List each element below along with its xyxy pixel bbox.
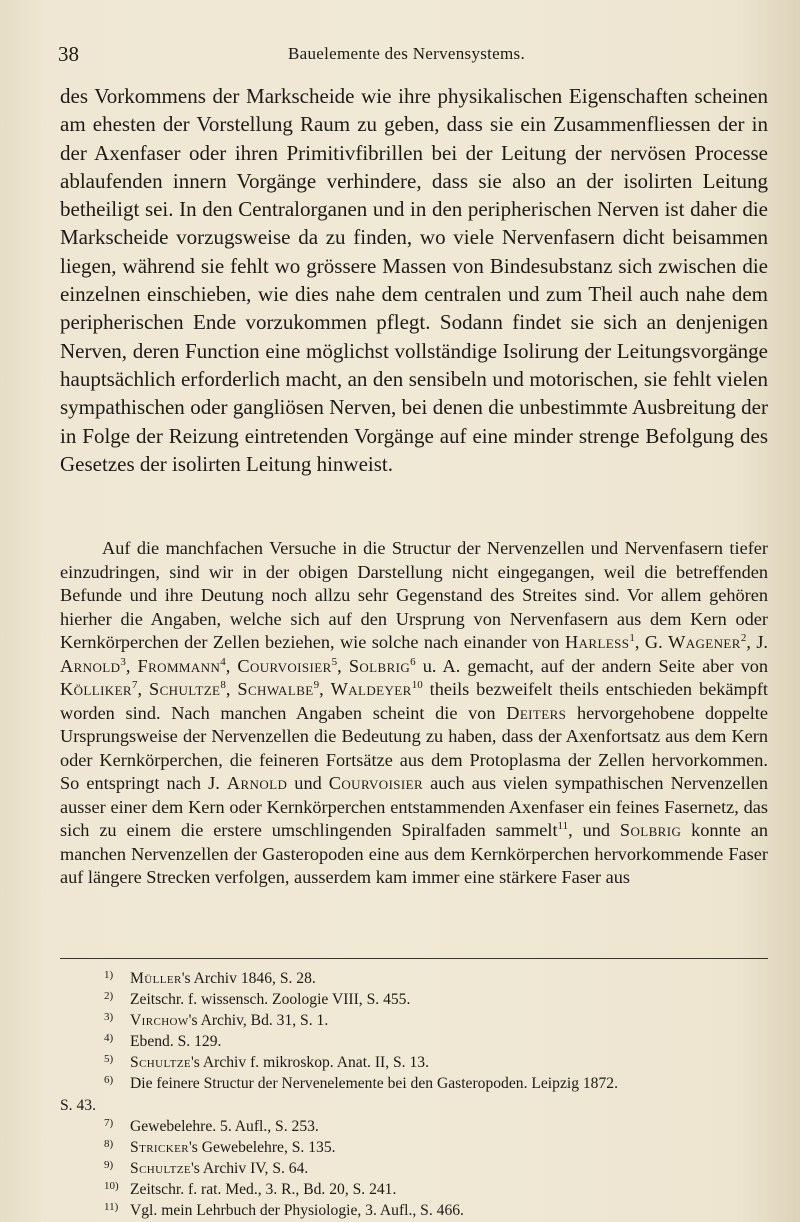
text-run: und bbox=[287, 773, 329, 793]
footnote-number: 4) bbox=[104, 1032, 114, 1045]
text-run: , bbox=[319, 679, 331, 699]
footnote bbox=[60, 1116, 768, 1137]
footnote-number: 5) bbox=[104, 1053, 114, 1066]
footnote-ref: 8 bbox=[220, 678, 226, 691]
text-run: , J. bbox=[746, 632, 769, 652]
author-name: Solbrig bbox=[619, 820, 682, 840]
footnote bbox=[60, 1137, 768, 1158]
footnote-ref: 7 bbox=[132, 678, 138, 691]
footnote-text: S. 43. bbox=[60, 1096, 96, 1114]
text-run: Auf die manchfachen Versuche in die Structur der Nervenzellen und Nervenfasern tiefer einzudringen, sind wir in der obigen Darstellung nicht eingegangen, weil die betreffenden Befunde und ihre Deutung noch allzu sehr Gegenstand des Streites sind. Vor allem gehören hierher die Angaben, welche sich auf den Ursprung von Nervenfasern aus dem Kern oder Kernkörperchen der Zellen beziehen, wie solche nach einander von bbox=[60, 538, 768, 652]
footnote-text: 's Archiv 1846, S. 28. bbox=[181, 970, 316, 987]
text-run: u. A. gemacht, auf der andern Seite aber von bbox=[415, 655, 769, 676]
text-run: , bbox=[225, 655, 238, 676]
author-name: Frommann bbox=[137, 655, 221, 676]
footnote-text: Zeitschr. f. wissensch. Zoologie VIII, S. 455. bbox=[130, 991, 411, 1009]
page-number: 38 bbox=[58, 42, 79, 66]
footnote-author: Schultze bbox=[130, 1159, 191, 1177]
text-run: , und bbox=[568, 820, 620, 840]
footnote-number: 1) bbox=[104, 969, 114, 981]
author-name: Solbrig bbox=[348, 655, 411, 676]
author-name: Arnold bbox=[60, 655, 121, 676]
text-run: hervorgehobene doppelte Ursprungsweise der Nervenzellen die Bedeutung zu haben, dass der Axenfortsatz aus dem Kern oder Kernkörperchen, die feineren Fortsätze aus dem Protoplasma der Zellen hervorkommen. So entspringt nach J. bbox=[60, 702, 768, 793]
paragraph-1: des Vorkommens der Markscheide wie ihre physikalischen Eigenschaften scheinen am ehesten der Vorstellung Raum zu geben, dass sie ein Zusammenfliessen der in der Axenfaser oder ihren Primitivfibrillen bei der Leitung der nervösen Processe ablaufenden innern Vorgänge verhindere, dass sie also an der isolirten Leitung betheiligt sei. In den Centralorganen und in den peripherischen Nerven ist daher die Markscheide vorzugsweise da zu finden, wo viele Nervenfasern dicht beisammen liegen, während sie fehlt wo grössere Massen von Bindesubstanz sich zwischen die einzelnen einschieben, wie dies nahe dem centralen und zum Theil auch nahe dem peripherischen Ende vorzukommen pflegt. Sodann findet sie sich an denjenigen Nerven, deren Function eine möglichst vollständige Isolirung der Leitungsvorgänge hauptsächlich erforderlich macht, an den sensibeln und motorischen, sie fehlt vielen sympathischen oder gangliösen Nerven, bei denen die unbestimmte Ausbreitung der in Folge der Reizung eintretenden Vorgänge auf eine minder strenge Befolgung des Gesetzes der isolirten Leitung hinweist. bbox=[60, 84, 768, 476]
footnote-author: Schultze bbox=[130, 1054, 191, 1072]
footnote-ref: 1 bbox=[629, 631, 635, 644]
footnote-number: 6) bbox=[104, 1074, 114, 1087]
text-run: , bbox=[137, 679, 150, 699]
author-name: Kölliker bbox=[60, 679, 133, 699]
footnote-text: Ebend. S. 129. bbox=[130, 1033, 222, 1051]
footnote-number: 10) bbox=[104, 1179, 119, 1192]
text-run: theils bezweifelt theils entschieden bekämpft worden sind. Nach manchen Angaben scheint die von bbox=[60, 679, 769, 723]
page-header bbox=[58, 42, 766, 72]
author-name: Deiters bbox=[506, 702, 567, 723]
footnote-ref: 6 bbox=[410, 655, 416, 668]
running-head: Bauelemente des Nervensystems. bbox=[288, 44, 526, 63]
footnote-ref: 4 bbox=[220, 655, 226, 668]
footnote-text: 's Archiv, Bd. 31, S. 1. bbox=[188, 1012, 329, 1030]
footnote-text: Gewebelehre. 5. Aufl., S. 253. bbox=[130, 1117, 319, 1135]
footnote bbox=[60, 1010, 768, 1031]
footnote-text: 's Archiv IV, S. 64. bbox=[190, 1159, 309, 1177]
text-run: , bbox=[225, 679, 238, 699]
footnote-text: 's Gewebelehre, S. 135. bbox=[188, 1138, 336, 1156]
footnote-ref: 2 bbox=[740, 631, 747, 644]
footnote-text: Vgl. mein Lehrbuch der Physiologie, 3. Aufl., S. 466. bbox=[130, 1202, 464, 1220]
footnote-continuation bbox=[60, 1095, 768, 1116]
footnote-number: 3) bbox=[104, 1011, 114, 1024]
author-name: Courvoisier bbox=[328, 773, 424, 793]
footnote-number: 7) bbox=[104, 1116, 114, 1129]
footnote-divider bbox=[60, 958, 768, 959]
author-name: Wagener bbox=[668, 632, 741, 652]
footnote-number: 9) bbox=[104, 1158, 114, 1171]
footnotes bbox=[60, 968, 768, 1221]
author-name: Waldeyer bbox=[330, 679, 412, 699]
footnote-ref: 5 bbox=[331, 655, 338, 668]
author-name: Schwalbe bbox=[237, 679, 314, 699]
paragraph-2 bbox=[60, 537, 768, 890]
footnote-number: 11) bbox=[104, 1201, 119, 1214]
footnote-text: Die feinere Structur der Nervenelemente bei den Gasteropoden. Leipzig 1872. bbox=[130, 1075, 618, 1093]
text-run: , bbox=[125, 655, 138, 676]
text-run: , bbox=[337, 655, 349, 676]
footnote bbox=[60, 1179, 768, 1200]
footnote-ref: 10 bbox=[411, 678, 423, 691]
footnote-number: 2) bbox=[104, 990, 114, 1003]
footnote bbox=[60, 1031, 768, 1052]
author-name: Courvoisier bbox=[237, 655, 332, 676]
author-name: Harless bbox=[564, 632, 630, 652]
text-run: auch aus vielen sympathischen Nervenzellen ausser einer dem Kern oder Kernkörperchen entstammenden Axenfaser ein feines Fasernetz, das sich zu einem die erstere umschlingenden Spiralfaden sammelt bbox=[60, 773, 769, 840]
footnote bbox=[60, 1052, 768, 1073]
footnote-number: 8) bbox=[104, 1137, 114, 1150]
footnote bbox=[60, 1200, 768, 1221]
footnote bbox=[60, 968, 768, 989]
footnote bbox=[60, 1158, 768, 1179]
footnote bbox=[60, 989, 768, 1010]
footnote bbox=[60, 1073, 768, 1094]
text-run: , G. bbox=[634, 632, 669, 652]
footnote-ref: 9 bbox=[313, 678, 320, 691]
footnote-author: Virchow bbox=[130, 1012, 189, 1030]
text-run: konnte an manchen Nervenzellen der Gasteropoden eine aus dem Kernkörperchen hervorkommende Faser auf längere Strecken verfolgen, ausserdem kam immer eine stärkere Faser aus bbox=[60, 820, 769, 887]
footnote-author: Müller bbox=[130, 970, 182, 987]
author-name: Schultze bbox=[149, 679, 221, 699]
footnote-author: Stricker bbox=[130, 1138, 189, 1156]
footnote-text: Zeitschr. f. rat. Med., 3. R., Bd. 20, S. 241. bbox=[130, 1180, 397, 1198]
footnote-ref: 3 bbox=[120, 655, 126, 668]
footnote-ref: 11 bbox=[557, 819, 569, 832]
footnote-text: 's Archiv f. mikroskop. Anat. II, S. 13. bbox=[190, 1054, 429, 1072]
author-name: Arnold bbox=[226, 773, 288, 793]
